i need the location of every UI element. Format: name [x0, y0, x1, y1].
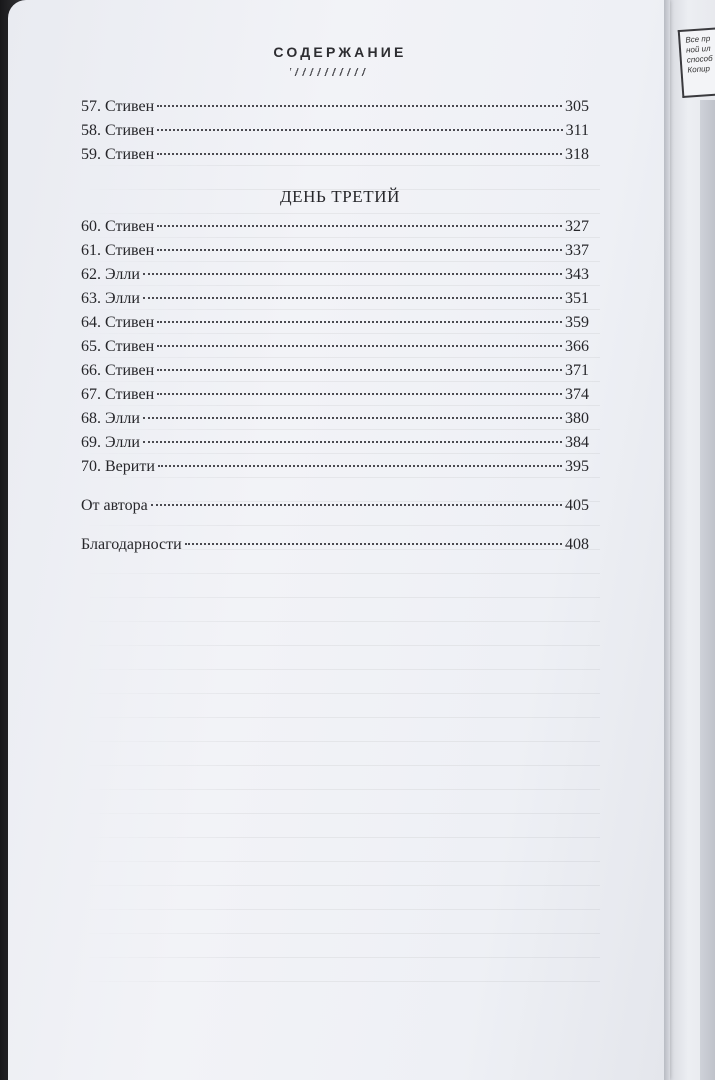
copyright-line: Копир	[687, 64, 711, 75]
toc-entry-label: 59. Стивен	[81, 146, 155, 163]
dot-leader	[185, 531, 562, 545]
dot-leader	[157, 309, 562, 323]
toc-entry-author-note[interactable]	[81, 494, 589, 518]
dot-leader	[143, 261, 562, 275]
toc-entry-page: 311	[565, 122, 589, 139]
dot-leader	[143, 285, 562, 299]
toc-entry-page: 343	[565, 266, 589, 283]
toc-entry-label: 58. Стивен	[81, 122, 155, 139]
copyright-line: способ	[686, 53, 713, 65]
toc-entry-label: 66. Стивен	[81, 362, 155, 379]
toc-entry-label: 69. Элли	[81, 434, 140, 451]
toc-entry-page: 405	[565, 497, 589, 514]
page-edge	[700, 100, 715, 1080]
page-gutter-shadow	[664, 0, 670, 1080]
toc-entry-acknowledgements[interactable]	[81, 533, 589, 557]
toc-entry-page: 371	[565, 362, 589, 379]
toc-entry-page: 351	[565, 290, 589, 307]
toc-entry-label: 64. Стивен	[81, 314, 155, 331]
dot-leader	[158, 453, 562, 467]
toc-entry-page: 359	[565, 314, 589, 331]
toc-entry[interactable]	[81, 119, 589, 143]
toc-entry-page: 318	[565, 146, 589, 163]
toc-entry-page: 327	[565, 218, 589, 235]
toc-entry-label: 61. Стивен	[81, 242, 155, 259]
toc-entry-page: 337	[565, 242, 589, 259]
toc-entry[interactable]	[81, 287, 589, 311]
toc-entry-page: 408	[565, 536, 589, 553]
toc-entry[interactable]	[81, 143, 589, 167]
toc-entry-label: Благодарности	[81, 536, 182, 553]
dot-leader	[157, 117, 562, 131]
toc-entry-label: 62. Элли	[81, 266, 140, 283]
dot-leader	[143, 429, 562, 443]
toc-entry-label: 70. Верити	[81, 458, 155, 475]
toc-entry-label: 67. Стивен	[81, 386, 155, 403]
toc-entry-page: 366	[565, 338, 589, 355]
dot-leader	[151, 492, 562, 506]
toc-entry-label: 57. Стивен	[81, 98, 155, 115]
toc-entry[interactable]	[81, 311, 589, 335]
dot-leader	[157, 333, 562, 347]
toc-entry[interactable]	[81, 431, 589, 455]
dot-leader	[157, 357, 562, 371]
dot-leader	[157, 93, 562, 107]
toc-entry[interactable]	[81, 335, 589, 359]
dot-leader	[157, 237, 562, 251]
dot-leader	[157, 141, 562, 155]
toc-entry-label: 63. Элли	[81, 290, 140, 307]
toc-entry-page: 380	[565, 410, 589, 427]
copyright-line: ной ил	[685, 43, 711, 55]
toc-entry-label: 68. Элли	[81, 410, 140, 427]
toc-entry[interactable]	[81, 359, 589, 383]
toc-entry-label: 60. Стивен	[81, 218, 155, 235]
toc-entry[interactable]	[81, 455, 589, 479]
copyright-notice-box	[678, 26, 715, 98]
section-heading: ДЕНЬ ТРЕТИЙ	[279, 187, 401, 206]
toc-entry[interactable]	[81, 407, 589, 431]
toc-entry-label: От автора	[81, 497, 148, 514]
toc-entry-page: 384	[565, 434, 589, 451]
toc-entry-page: 395	[565, 458, 589, 475]
toc-entry-page: 305	[565, 98, 589, 115]
toc-entry[interactable]	[81, 383, 589, 407]
toc-entry-label: 65. Стивен	[81, 338, 155, 355]
toc-entry[interactable]	[81, 215, 589, 239]
toc-entry[interactable]	[81, 239, 589, 263]
toc-entry-page: 374	[565, 386, 589, 403]
dot-leader	[143, 405, 562, 419]
copyright-line: Все пр	[685, 33, 711, 45]
title-ornament	[290, 68, 368, 76]
page-title: СОДЕРЖАНИЕ	[273, 44, 407, 60]
dot-leader	[157, 213, 562, 227]
toc-entry[interactable]	[81, 95, 589, 119]
dot-leader	[157, 381, 562, 395]
toc-entry[interactable]	[81, 263, 589, 287]
